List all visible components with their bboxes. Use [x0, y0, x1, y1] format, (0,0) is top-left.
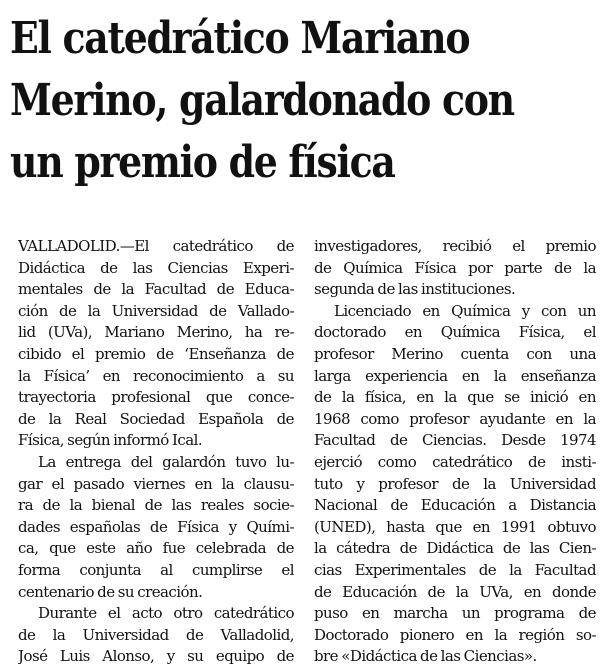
body-text-line: centenario de su creación. [18, 582, 203, 601]
body-text-line: la Física’ en reconocimiento a su [18, 366, 294, 385]
body-text-line: ra de la bienal de las reales socie- [18, 496, 294, 515]
body-text-line: ción de la Universidad de Vallado- [18, 301, 294, 320]
body-text-line: Nacional de Educación a Distancia [314, 496, 596, 515]
headline-line: un premio de física [10, 137, 395, 188]
body-text-line: doctorado en Química Física, el [314, 323, 596, 342]
body-text-line: segunda de las instituciones. [314, 280, 516, 299]
headline-line: El catedrático Mariano [10, 13, 470, 64]
body-text-line: larga experiencia en la enseñanza [314, 366, 596, 385]
article-headline [10, 8, 513, 194]
body-text-line: investigadores, recibió el premio [314, 237, 596, 255]
body-text-line: Física, según informó Ical. [18, 431, 203, 450]
body-text-line: Didáctica de las Ciencias Experi- [18, 258, 294, 277]
body-text-line: ca, que este año fue celebrada de [18, 539, 294, 558]
body-text-line: VALLADOLID.—El catedrático de [18, 237, 294, 255]
body-text-line: lid (UVa), Mariano Merino, ha re- [18, 323, 294, 342]
headline-line: Merino, galardonado con [10, 75, 514, 126]
body-text-line: de Química Física por parte de la [314, 258, 596, 277]
body-text-line: Doctorado pionero en la región so- [314, 625, 596, 644]
body-text-line: mentales de la Facultad de Educa- [18, 280, 294, 299]
body-text-line: José Luis Alonso, y su equipo de [18, 647, 294, 666]
body-text-line: dades españolas de Física y Quími- [18, 517, 294, 536]
body-text-line: la cátedra de Didáctica de las Cien- [314, 539, 596, 558]
article-column-right [314, 236, 596, 668]
body-text-line: ejerció como catedrático de insti- [314, 452, 596, 471]
body-text-line: Durante el acto otro catedrático [38, 604, 294, 623]
body-text-line: (UNED), hasta que en 1991 obtuvo [314, 517, 596, 536]
body-text-line: forma conjunta al cumplirse el [18, 560, 294, 579]
body-text-line: 1968 como profesor ayudante en la [314, 409, 596, 428]
body-text-line: tuto y profesor de la Universidad [314, 474, 596, 493]
body-text-line: cias Experimentales de la Facultad [314, 560, 596, 579]
body-text-line: profesor Merino cuenta con una [314, 344, 596, 363]
body-text-line: Licenciado en Química y con un [334, 301, 596, 320]
body-text-line: cibido el premio de ‘Enseñanza de [18, 344, 294, 363]
body-text-line: Facultad de Ciencias. Desde 1974 [314, 431, 596, 450]
body-text-line: puso en marcha un programa de [314, 604, 596, 623]
body-text-line: de la Universidad de Valladolid, [18, 625, 294, 644]
body-text-line: La entrega del galardón tuvo lu- [38, 452, 294, 471]
body-text-line: de Educación de la UVa, en donde [314, 582, 596, 601]
body-text-line: de la Real Sociedad Española de [18, 409, 294, 428]
body-text-line: bre «Didáctica de las Ciencias». [314, 647, 537, 666]
article-column-left [18, 236, 294, 668]
body-text-line: trayectoria profesional que conce- [18, 388, 294, 407]
body-text-line: gar el pasado viernes en la clausu- [18, 474, 294, 493]
body-text-line: de la física, en la que se inició en [314, 388, 596, 407]
